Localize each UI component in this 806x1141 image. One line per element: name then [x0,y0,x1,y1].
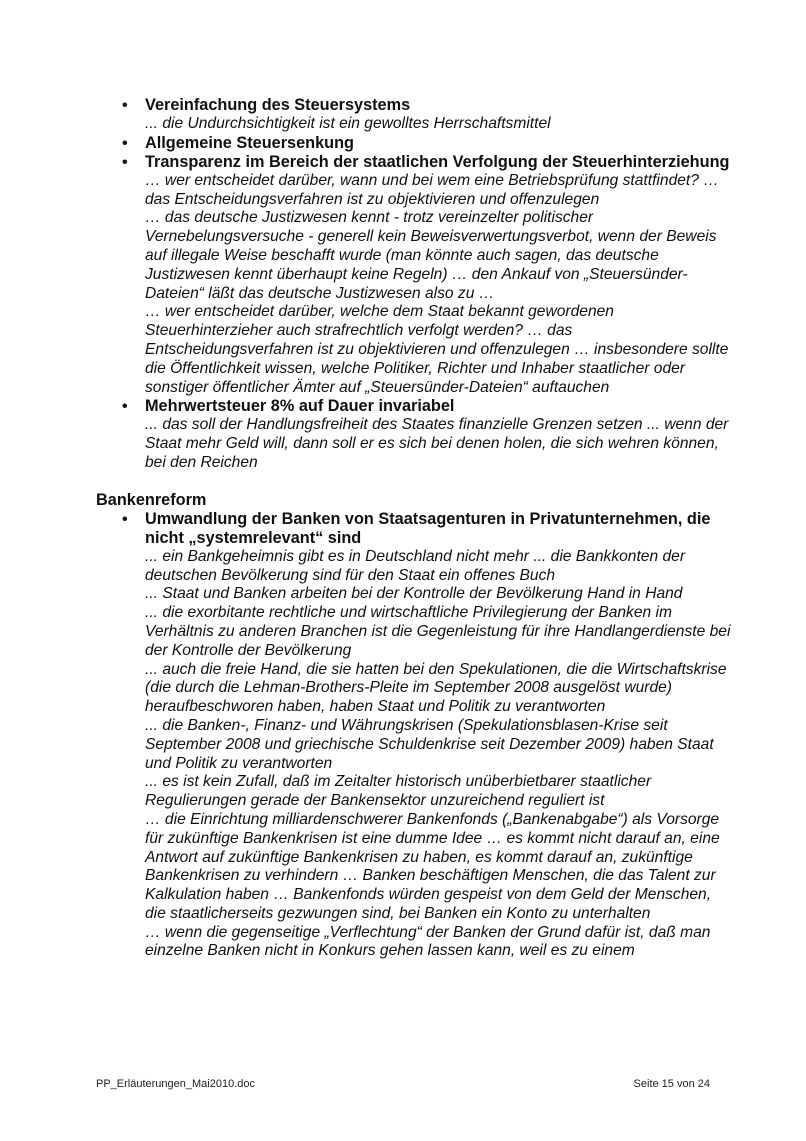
list-item [122,397,736,472]
item-note: ... das soll der Handlungsfreiheit des Staates finanzielle Grenzen setzen ... wenn der Staat mehr Geld will, dann soll er es sich bei denen holen, die sich wehren können, bei den Reichen [145,416,729,471]
bullet-icon: • [122,398,128,416]
bullet-icon: • [122,134,128,152]
section-title: Bankenreform [96,490,207,509]
bullet-icon: • [122,153,128,171]
item-note: … wer entscheidet darüber, welche dem Staat bekannt gewordenen Steuerhinterzieher auch strafrechtlich verfolgt werden? … das Entscheidungsverfahren ist zu objektivieren und offenzulegen … insbesondere sollte die Öffentlichkeit wissen, welche Politiker, Richter und Inhaber staatlicher oder sonstiger öffentlicher Ämter auf „Steuersünder-Dateien“ auftauchen [145,303,729,396]
list-item [122,96,736,134]
item-note: ... die Banken-, Finanz- und Währungskrisen (Spekulationsblasen-Krise seit September 2008 und griechische Schuldenkrise seit Dezember 2009) haben Staat und Politik zu verantworten [145,716,714,772]
item-note: … wenn die gegenseitige „Verflechtung“ der Banken der Grund dafür ist, daß man einzelne Banken nicht in Konkurs gehen lassen kann, weil es zu einem [145,923,711,960]
item-note: … wer entscheidet darüber, wann und bei wem eine Betriebsprüfung stattfindet? … das Entscheidungsverfahren ist zu objektivieren und offenzulegen [145,171,719,208]
bullet-icon: • [122,510,128,528]
item-note: ... Staat und Banken arbeiten bei der Kontrolle der Bevölkerung Hand in Hand [145,585,683,603]
item-note: ... auch die freie Hand, die sie hatten bei den Spekulationen, die die Wirtschaftskrise (die durch die Lehman-Brothers-Pleite im September 2008 ausgelöst wurde) heraufbeschworen haben, haben Staat und Politik zu verantworten [145,660,727,716]
item-note: ... die exorbitante rechtliche und wirtschaftliche Privilegierung der Banken im Verhältnis zu anderen Branchen ist die Gegenleistung für ihre Handlangerdienste bei der Kontrolle der Bevölkerung [145,604,731,659]
item-heading: Mehrwertsteuer 8% auf Dauer invariabel [145,397,455,416]
bullet-icon: • [122,97,128,114]
list-item [122,509,736,962]
item-note: ... es ist kein Zufall, daß im Zeitalter historisch unüberbietbarer staatlicher Regulierungen gerade der Bankensektor unzureichend reguliert ist [145,773,652,810]
item-note: … die Einrichtung milliardenschwerer Bankenfonds („Bankenabgabe“) als Vorsorge für zukünftige Bankenkrisen ist eine dumme Idee … es kommt nicht darauf an, eine Antwort auf zukünftige Bankenkrisen zu haben, es kommt darauf an, zukünftige Bankenkrisen zu verhindern … Banken beschäftigen Menschen, die das Talent zur Kalkulation haben … Bankenfonds würden gespeist von dem Geld der Menschen, die staatlicherseits gezwungen sind, bei Banken ein Konto zu unterhalten [145,810,720,922]
list-item [122,133,736,153]
page-content [96,96,736,961]
item-heading: Vereinfachung des Steuersystems [145,96,411,114]
item-note: … das deutsche Justizwesen kennt - trotz vereinzelter politischer Vernebelungsversuche - generell kein Beweisverwertungsverbot, wenn der Beweis auf illegale Weise beschafft wurde (man könnte auch sagen, das deutsche Justizwesen kennt überhaupt keine Regeln) … den Ankauf von „Steuersünder-Dateien“ läßt das deutsche Justizwesen also zu … [145,209,717,302]
list-item [122,152,736,398]
page-footer [96,1078,710,1090]
item-heading: Transparenz im Bereich der staatlichen Verfolgung der Steuerhinterziehung [145,152,730,171]
tax-reform-list [96,96,736,473]
item-note: ... die Undurchsichtigkeit ist ein gewolltes Herrschaftsmittel [145,115,551,132]
footer-page-number: Seite 15 von 24 [633,1078,710,1090]
bank-reform-list [96,510,736,962]
item-heading: Umwandlung der Banken von Staatsagenturen in Privatunternehmen, die nicht „systemrelevant“ sind [145,509,711,547]
item-note: ... ein Bankgeheimnis gibt es in Deutschland nicht mehr ... die Bankkonten der deutschen Bevölkerung sind für den Staat ein offenes Buch [145,547,686,584]
item-heading: Allgemeine Steuersenkung [145,133,355,152]
footer-filename: PP_Erläuterungen_Mai2010.doc [96,1078,256,1090]
